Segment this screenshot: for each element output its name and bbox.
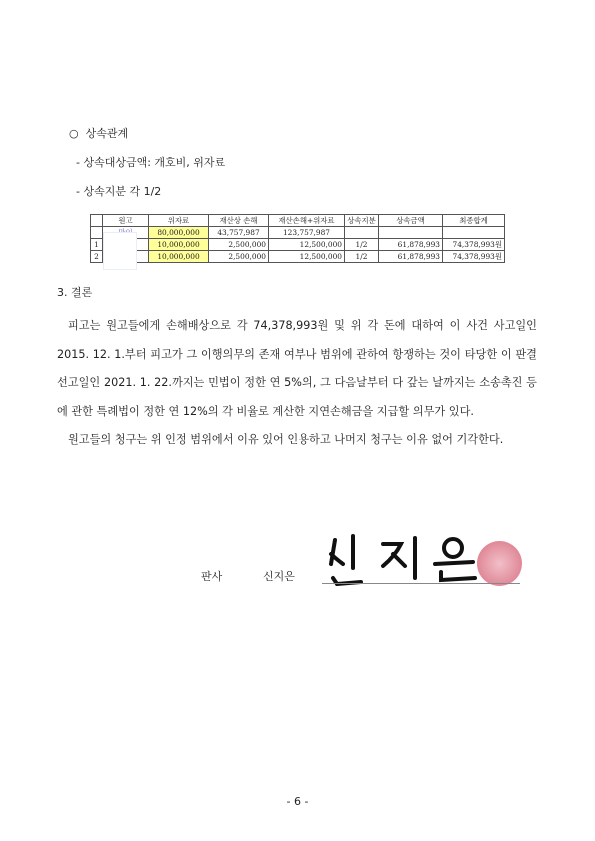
table-cell: 2 <box>91 251 103 263</box>
table-header-cell: 재산상 손해 <box>209 215 269 227</box>
table-cell <box>345 227 379 239</box>
inheritance-table <box>90 214 505 263</box>
table-header-row <box>91 215 505 227</box>
conclusion-body <box>57 312 537 455</box>
table-header-cell: 위자료 <box>149 215 209 227</box>
table-cell: 10,000,000 <box>149 239 209 251</box>
table-header-cell: 상속금액 <box>379 215 443 227</box>
table-header-cell: 원고 <box>103 215 149 227</box>
table-cell: 80,000,000 <box>149 227 209 239</box>
signature-line <box>322 583 520 584</box>
table-cell: 61,878,993 <box>379 251 443 263</box>
table-cell: 43,757,987 <box>209 227 269 239</box>
relation-title: 상속관계 <box>85 127 129 140</box>
relation-heading <box>69 127 128 141</box>
table-cell: 123,757,987 <box>269 227 345 239</box>
table-cell: 2,500,000 <box>209 251 269 263</box>
judge-name: 신지은 <box>263 570 295 583</box>
table-cell: 1/2 <box>345 239 379 251</box>
table-header-cell <box>91 215 103 227</box>
table-cell: 1 <box>91 239 103 251</box>
table-cell: 1/2 <box>345 251 379 263</box>
table-cell: 74,378,993원 <box>443 251 505 263</box>
table-cell: 10,000,000 <box>149 251 209 263</box>
circle-bullet-icon: ○ <box>69 127 79 140</box>
table-header-cell: 최종합계 <box>443 215 505 227</box>
redaction-box <box>103 232 137 270</box>
table-cell: 12,500,000 <box>269 239 345 251</box>
table-cell: 61,878,993 <box>379 239 443 251</box>
relation-item: - 상속대상금액: 개호비, 위자료 <box>76 156 226 169</box>
table-cell: 2,500,000 <box>209 239 269 251</box>
table-cell: 12,500,000 <box>269 251 345 263</box>
table-cell <box>379 227 443 239</box>
judge-title: 판사 <box>201 570 223 583</box>
table-row <box>91 251 505 263</box>
handwritten-signature <box>325 534 485 586</box>
relation-item: - 상속지분 각 1/2 <box>76 185 162 198</box>
table-row <box>91 239 505 251</box>
conclusion-paragraph: 피고는 원고들에게 손해배상으로 각 74,378,993원 및 위 각 돈에 대하여 이 사건 사고일인 2015. 12. 1.부터 피고가 그 이행의무의 존재 여부나 범위에 관하여 항쟁하는 것이 타당한 이 판결 선고일인 2021. 1. 22.까지는 민법이 정한 연 5%의, 그 다음날부터 다 갚는 날까지는 소송촉진 등에 관한 특례법이 정한 연 12%의 각 비율로 계산한 지연손해금을 지급할 의무가 있다. <box>57 319 537 418</box>
table-row <box>91 227 505 239</box>
table-cell <box>443 227 505 239</box>
conclusion-heading: 3. 결론 <box>57 286 93 299</box>
page-number: - 6 - <box>286 795 309 808</box>
conclusion-paragraph: 원고들의 청구는 위 인정 범위에서 이유 있어 인용하고 나머지 청구는 이유 없어 기각한다. <box>68 433 504 446</box>
table-cell <box>91 227 103 239</box>
table-cell: 74,378,993원 <box>443 239 505 251</box>
table-header-cell: 재산손해+위자료 <box>269 215 345 227</box>
table-header-cell: 상속지분 <box>345 215 379 227</box>
